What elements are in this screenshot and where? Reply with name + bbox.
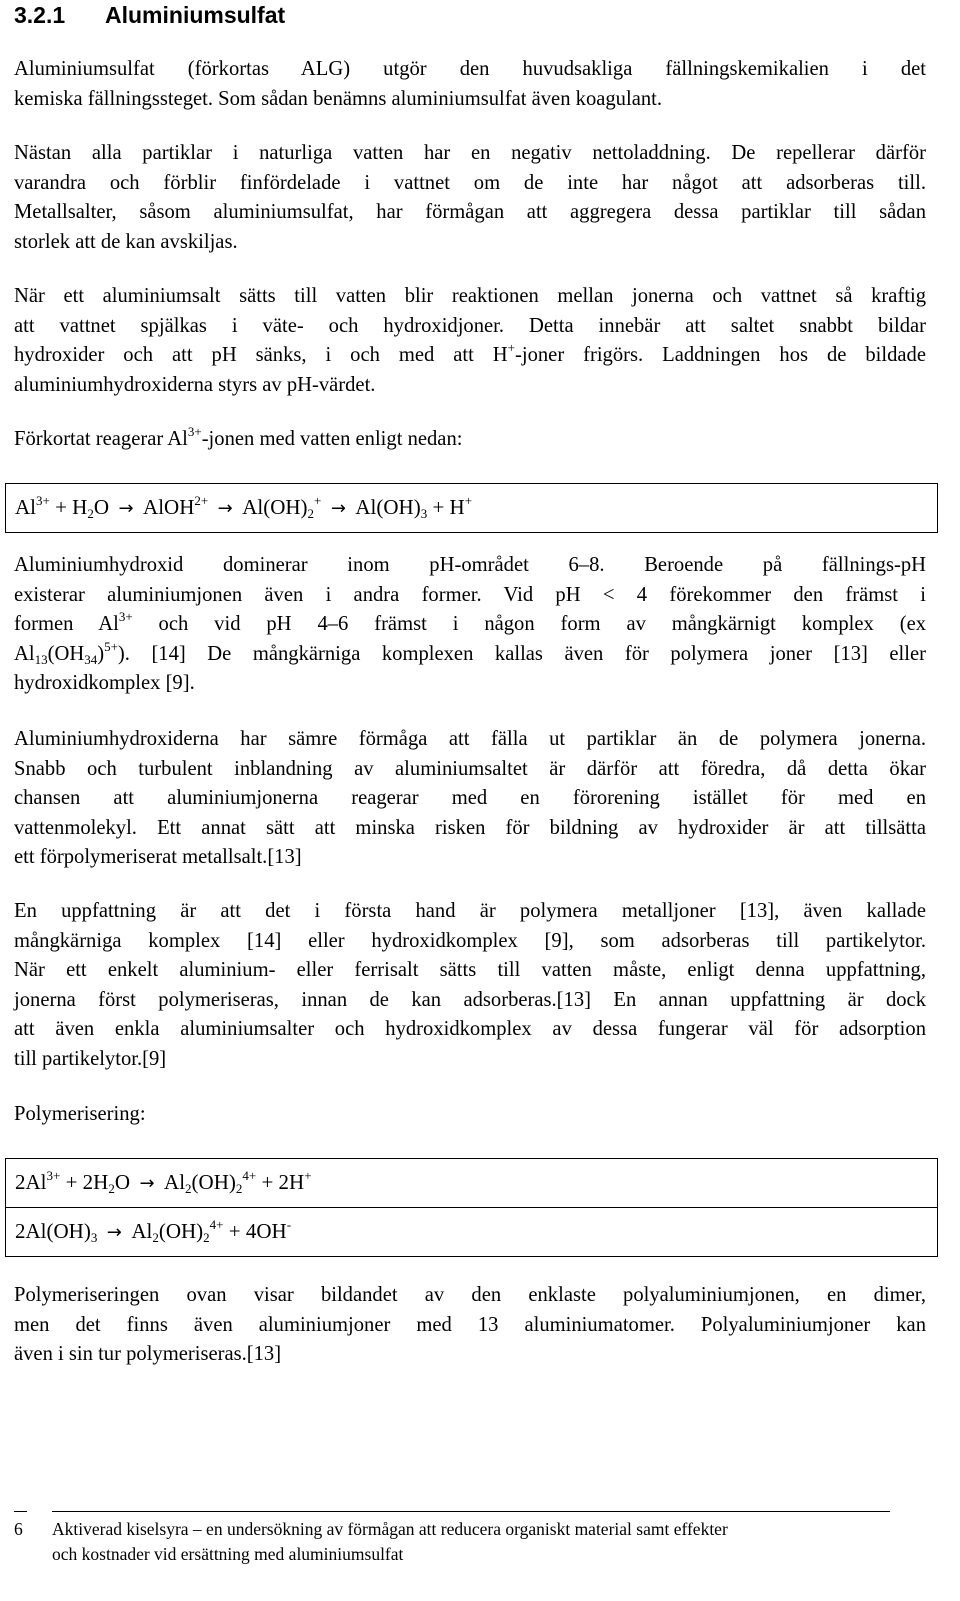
reaction-arrow-icon: → — [106, 1222, 122, 1243]
text-line: Polymeriseringen ovan visar bildandet av den enklaste polyaluminiumjonen, en dimer, — [14, 1284, 926, 1306]
section-title: Aluminiumsulfat — [105, 2, 286, 28]
equation-row — [6, 484, 937, 532]
subscript: 2 — [203, 1230, 210, 1245]
text-line: Aluminiumhydroxid dominerar inom pH-området 6–8. Beroende på fällnings-pH — [14, 554, 926, 576]
text-line: Snabb och turbulent inblandning av aluminiumsaltet är därför att föredra, då detta ökar — [14, 757, 926, 780]
text-fragment: + H — [427, 495, 465, 519]
text-fragment: + 2H — [256, 1170, 305, 1194]
text-line — [14, 341, 926, 371]
text-line: ett förpolymeriserat metallsalt.[13] — [14, 846, 302, 869]
superscript: + — [507, 340, 515, 356]
text-line: till partikelytor.[9] — [14, 1047, 167, 1070]
superscript: 4+ — [242, 1168, 257, 1183]
text-line — [14, 425, 926, 455]
superscript: 2+ — [194, 493, 209, 508]
text-line: Aluminiumhydroxiderna har sämre förmåga att fälla ut partiklar än de polymera jonerna. — [14, 728, 926, 750]
paragraph-reaction — [14, 282, 926, 400]
paragraph-particles — [14, 139, 926, 257]
subscript: 34 — [84, 651, 98, 667]
text-fragment: 2Al — [15, 1170, 47, 1194]
text-fragment: Förkortat reagerar Al — [14, 428, 188, 450]
text-fragment: formen Al — [14, 613, 119, 636]
superscript: 3+ — [118, 609, 133, 625]
text-line: När ett enkelt aluminium- eller ferrisalt sätts till vatten måste, enligt denna uppfattning, — [14, 959, 926, 982]
text-line: Nästan alla partiklar i naturliga vatten har en negativ nettoladdning. De repellerar därför — [14, 142, 926, 164]
text-fragment: (OH) — [158, 1219, 204, 1243]
text-line: vattenmolekyl. Ett annat sätt att minska risken för bildning av hydroxider är att tillsätta — [14, 816, 926, 839]
equation-hydrolysis — [15, 492, 472, 524]
footer-rule — [14, 1511, 27, 1512]
text-fragment: (OH) — [191, 1170, 236, 1194]
equation-box-hydrolysis — [5, 483, 938, 533]
superscript: + — [314, 493, 322, 508]
text-line: storlek att de kan avskiljas. — [14, 230, 238, 253]
superscript: 3+ — [187, 424, 202, 439]
text-fragment: (OH — [47, 642, 85, 665]
text-line: En uppfattning är att det i första hand är polymera metalljoner [13], även kallade — [14, 900, 926, 922]
text-fragment: Al(OH) — [242, 495, 308, 519]
text-fragment: ). [14] De mångkärniga komplexen kallas även för polymera joner [13] eller — [117, 642, 926, 665]
text-line: hydroxidkomplex [9]. — [14, 672, 195, 695]
subscript: 2 — [235, 1181, 243, 1196]
text-fragment: Al(OH) — [355, 495, 421, 519]
text-line: även i sin tur polymeriseras.[13] — [14, 1343, 282, 1366]
text-fragment: -joner frigörs. Laddningen hos de bildade — [515, 344, 926, 367]
superscript: + — [464, 493, 473, 508]
reaction-arrow-icon: → — [118, 498, 134, 519]
text-fragment: Al — [15, 495, 36, 519]
paragraph-dimer — [14, 1281, 926, 1370]
paragraph-views — [14, 897, 926, 1075]
text-fragment: O — [114, 1170, 131, 1194]
paragraph-intro-equation — [14, 425, 926, 455]
text-line: jonerna först polymeriseras, innan de kan adsorberas.[13] En annan uppfattning är dock — [14, 988, 926, 1011]
subscript: 2 — [307, 506, 315, 521]
equation-polymerisation-1 — [15, 1167, 312, 1199]
text-line: Polymerisering: — [14, 1103, 146, 1125]
subscript: 3 — [90, 1230, 98, 1245]
text-fragment: 2Al(OH) — [15, 1219, 91, 1243]
superscript: - — [286, 1217, 292, 1232]
text-line: att vattnet spjälkas i väte- och hydroxidjoner. Detta innebär att saltet snabbt bildar — [14, 314, 926, 337]
text-line: men det finns även aluminiumjoner med 13 aluminiumatomer. Polyaluminiumjoner kan — [14, 1313, 926, 1336]
subscript: 2 — [108, 1181, 115, 1196]
paragraph-intro — [14, 55, 926, 114]
reaction-arrow-icon: → — [330, 498, 346, 519]
section-number: 3.2.1 — [14, 2, 66, 28]
subscript: 2 — [185, 1181, 192, 1196]
text-line — [14, 640, 926, 670]
text-line: Metallsalter, såsom aluminiumsulfat, har förmågan att aggregera dessa partiklar till sådan — [14, 201, 926, 224]
equation-row — [6, 1207, 937, 1256]
reaction-arrow-icon: → — [139, 1173, 155, 1194]
text-fragment: + H — [49, 495, 88, 519]
text-fragment: Al — [164, 1170, 186, 1194]
paragraph-hydroxides — [14, 725, 926, 873]
superscript: + — [304, 1168, 312, 1183]
text-line: att även enkla aluminiumsalter och hydroxidkomplex av dessa fungerar väl för adsorption — [14, 1018, 926, 1041]
text-line: Aluminiumsulfat (förkortas ALG) utgör den huvudsakliga fällningskemikalien i det — [14, 58, 926, 80]
text-line: chansen att aluminiumjonerna reagerar med en förorening istället för med en — [14, 787, 926, 810]
text-line: existerar aluminiumjonen även i andra former. Vid pH < 4 förekommer den främst i — [14, 583, 926, 606]
paragraph-ph-forms — [14, 551, 926, 699]
text-fragment: AlOH — [143, 495, 195, 519]
equation-row — [6, 1159, 937, 1207]
text-line: aluminiumhydroxiderna styrs av pH-värdet. — [14, 373, 376, 396]
text-fragment: + 4OH — [223, 1219, 287, 1243]
superscript: 3+ — [36, 493, 50, 508]
superscript: 3+ — [46, 1168, 61, 1183]
subscript: 3 — [420, 506, 428, 521]
footer-line: Aktiverad kiselsyra – en undersökning av förmågan att reducera organiskt material samt effekter — [52, 1519, 728, 1539]
subscript: 13 — [34, 651, 48, 667]
text-fragment: ) — [97, 642, 105, 665]
superscript: 5+ — [104, 638, 118, 654]
paragraph-polymerisation-label — [14, 1100, 926, 1130]
reaction-arrow-icon: → — [217, 498, 233, 519]
text-line: kemiska fällningssteget. Som sådan benämns aluminiumsulfat även koagulant. — [14, 87, 662, 110]
subscript: 2 — [87, 506, 94, 521]
equation-polymerisation-2 — [15, 1216, 291, 1248]
text-line: varandra och förblir finfördelade i vattnet om de inte har något att adsorberas till. — [14, 171, 926, 194]
text-fragment: + 2H — [60, 1170, 109, 1194]
text-fragment: hydroxider och att pH sänks, i och med att H — [14, 344, 508, 367]
text-line — [14, 610, 926, 640]
equation-box-polymerisation — [5, 1158, 938, 1257]
text-fragment: O — [93, 495, 110, 519]
text-line: mångkärniga komplex [14] eller hydroxidkomplex [9], som adsorberas till partikelytor. — [14, 929, 926, 952]
footer-line: och kostnader vid ersättning med aluminiumsulfat — [52, 1544, 404, 1564]
text-fragment: -jonen med vatten enligt nedan: — [201, 428, 463, 450]
text-fragment: Al — [131, 1219, 153, 1243]
superscript: 4+ — [209, 1217, 224, 1232]
footer-rule — [52, 1511, 890, 1512]
section-heading — [14, 0, 285, 30]
text-line: När ett aluminiumsalt sätts till vatten blir reaktionen mellan jonerna och vattnet så kraftig — [14, 285, 926, 307]
text-fragment: Al — [14, 642, 35, 665]
footer-title — [52, 1517, 902, 1567]
text-fragment: och vid pH 4–6 främst i någon form av mångkärnigt komplex (ex — [132, 613, 927, 636]
page-number: 6 — [14, 1519, 23, 1539]
subscript: 2 — [152, 1230, 159, 1245]
